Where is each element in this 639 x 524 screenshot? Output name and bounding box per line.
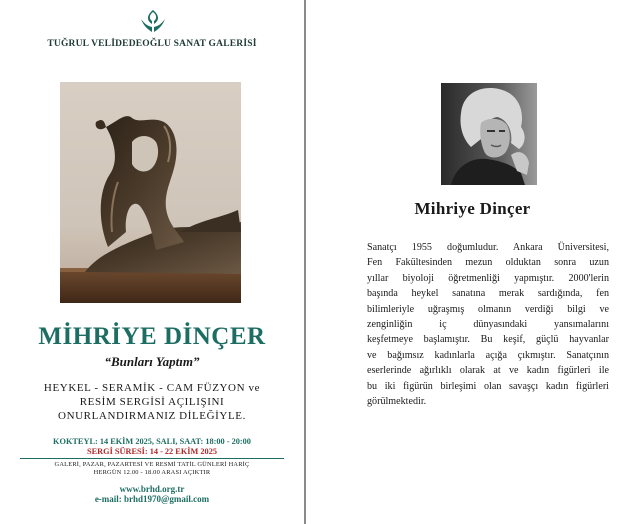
bio-line: yıllar biyoloji öğretmenliği yapmıştır. 2000'lerin bbox=[367, 272, 609, 284]
bio-line: zenginliğin iç dünyasındaki yansımalarını bbox=[367, 319, 609, 331]
artist-biography bbox=[367, 240, 609, 409]
bio-line: keşfetmeye başlamıştır. Bu keşif, güçlü hayvanlar bbox=[367, 334, 609, 346]
invitation-front-page bbox=[0, 0, 304, 524]
artist-name-bio-heading: Mihriye Dinçer bbox=[414, 199, 531, 218]
leaf-logo-icon bbox=[138, 8, 168, 34]
cocktail-label: KOKTEYL: bbox=[53, 437, 98, 446]
exhibition-duration bbox=[0, 447, 304, 456]
bio-line: Fen Fakültesinden mezun olduktan sonra uzun bbox=[367, 257, 609, 269]
divider bbox=[20, 458, 284, 459]
invitation-line: ONURLANDIRMANIZ DİLEĞİYLE. bbox=[58, 410, 246, 422]
cocktail-info bbox=[0, 437, 304, 446]
bio-line: görülmektedir. bbox=[367, 396, 427, 408]
bio-line: eserlerinde ağırlıklı olarak at ve kadın figürleri ile bbox=[367, 365, 609, 377]
invitation-line: RESİM SERGİSİ AÇILIŞINI bbox=[79, 396, 225, 408]
invitation-back-page bbox=[306, 0, 639, 524]
sculpture-photo bbox=[60, 82, 241, 303]
email-link[interactable]: e-mail: brhd1970@gmail.com bbox=[94, 494, 210, 504]
opening-hours-line: GALERİ, PAZAR, PAZARTESİ VE RESMİ TATİL GÜNLERİ HARİÇ bbox=[54, 461, 250, 468]
bio-line: bilimleriyle uğraşmış olmanın verdiği bilgi ve bbox=[367, 303, 609, 315]
duration-label: SERGİ SÜRESİ: bbox=[86, 447, 148, 456]
artist-portrait-photo bbox=[441, 83, 537, 185]
artist-name-heading: MİHRİYE DİNÇER bbox=[38, 323, 266, 350]
opening-hours-line: HERGÜN 12.00 - 18.00 ARASI AÇIKTIR bbox=[93, 469, 211, 476]
bio-line: başında heykel sanatına merak sardığında, fen bbox=[367, 288, 609, 300]
bio-line: ve bağımsız kadınlarla açığa çıkmıştır. Sanatçının bbox=[367, 349, 609, 361]
bio-line: bu iki figürün birleşimi olan savaşçı kadın figürleri bbox=[367, 380, 609, 392]
duration-value: 14 - 22 EKİM 2025 bbox=[149, 447, 217, 456]
gallery-name: TUĞRUL VELİDEDEOĞLU SANAT GALERİSİ bbox=[47, 39, 257, 49]
cocktail-value: 14 EKİM 2025, SALI, SAAT: 18:00 - 20:00 bbox=[99, 437, 251, 446]
bio-line: Sanatçı 1955 doğumludur. Ankara Üniversitesi, bbox=[367, 242, 609, 253]
exhibition-title: “Bunları Yaptım” bbox=[104, 354, 200, 369]
website-link[interactable]: www.brhd.org.tr bbox=[119, 484, 185, 494]
invitation-line: HEYKEL - SERAMİK - CAM FÜZYON ve bbox=[43, 382, 261, 394]
